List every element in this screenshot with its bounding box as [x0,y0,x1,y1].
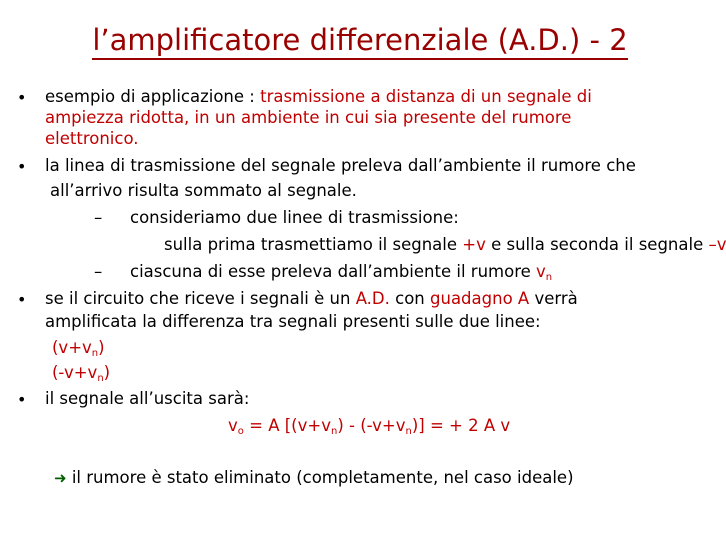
b2-noise-var [536,262,552,281]
b3-expr-2-pre: (-v+v [52,363,98,382]
bullet-2: • [17,157,27,176]
b2-minus-v: –v [708,235,726,254]
bullet-3: • [17,290,27,309]
b2-dash-1: – [94,208,103,227]
b2-sub-1b-mid: e sulla seconda il segnale [485,235,709,254]
slide-title [0,20,720,60]
b3-line-2: amplificata la differenza tra segnali presenti sulle due linee: [45,312,541,331]
b2-plus-v: +v [462,235,486,254]
b2-noise-sub: n [545,272,553,283]
b2-noise-v: v [536,262,546,281]
b3-expr-2-sub: n [97,373,104,384]
b3-pre: se il circuito che riceve i segnali è un [45,289,356,308]
b1-line-1 [45,86,592,107]
b4-eq-post: )] = + 2 A v [411,416,511,435]
b2-line-1: la linea di trasmissione del segnale preleva dall’ambiente il rumore che [45,156,636,175]
slide-title-text: l’amplificatore differenziale (A.D.) - 2 [92,23,627,60]
b2-sub-2-pre: ciascuna di esse preleva dall’ambiente il rumore [130,262,537,281]
b4-eq-mid-2: ) - (-v+v [337,416,406,435]
b2-sub-1b [164,234,726,255]
b4-eq-sub-3: n [405,426,412,437]
b1-line-3: elettronico. [45,129,139,148]
b3-expr-1-pre: (v+v [52,338,92,357]
b1-line-2: ampiezza ridotta, in un ambiente in cui sia presente del rumore [45,108,572,127]
b3-expr-1-sub: n [91,348,99,359]
b1-prefix: esempio di applicazione : [45,87,261,106]
b3-post: verrà [529,289,578,308]
b4-eq-v: v [228,416,238,435]
b4-equation [228,415,510,436]
b2-sub-1b-pre: sulla prima trasmettiamo il segnale [164,235,463,254]
bullet-4: • [17,390,27,409]
b2-sub-2 [130,261,552,282]
b3-line-1 [45,288,578,309]
b3-expr-2 [52,362,110,383]
b4-line-1: il segnale all’uscita sarà: [45,389,250,408]
conclusion [54,467,574,489]
b3-gain: guadagno A [430,289,530,308]
arrow-right-icon: ➜ [54,469,67,487]
b3-expr-1 [52,337,105,358]
bullet-1: • [17,88,27,107]
b3-expr-1-post: ) [98,338,105,357]
b4-eq-sub-2: n [330,426,338,437]
b2-dash-2: – [94,262,103,281]
b3-expr-2-post: ) [103,363,111,382]
b3-mid: con [389,289,431,308]
b4-eq-sub: o [237,426,244,437]
b4-eq-mid-1: = A [(v+v [243,416,331,435]
conclusion-text: il rumore è stato eliminato (completamente, nel caso ideale) [66,468,574,487]
b2-sub-1: consideriamo due linee di trasmissione: [130,208,459,227]
b1-red-1: trasmissione a distanza di un segnale di [260,87,592,106]
b3-ad: A.D. [355,289,390,308]
b2-line-2: all’arrivo risulta sommato al segnale. [50,181,357,200]
